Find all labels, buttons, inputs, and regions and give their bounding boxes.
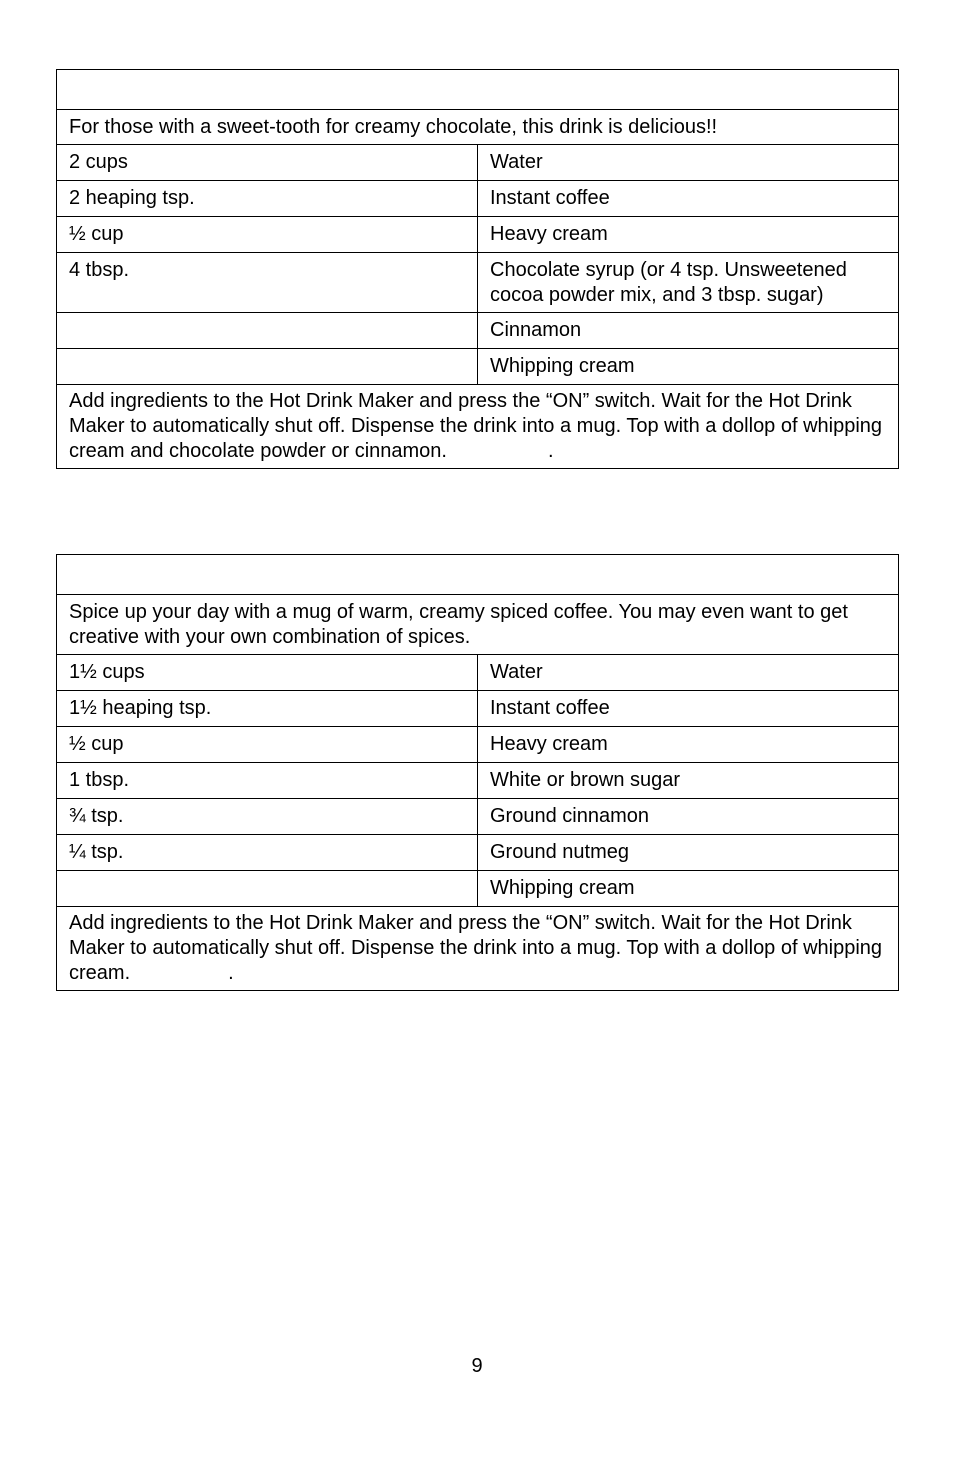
ingredient-row (57, 145, 899, 181)
ingredient-item: Instant coffee (478, 691, 899, 727)
ingredient-amount: ¼ tsp. (57, 835, 478, 871)
ingredient-amount (57, 313, 478, 349)
recipe-intro: Spice up your day with a mug of warm, creamy spiced coffee. You may even want to get creative with your own combination of spices. (57, 595, 899, 655)
recipe-directions-trail: . (228, 962, 234, 984)
recipe-title (57, 555, 899, 595)
recipe-table-chocolate (56, 69, 899, 469)
recipe-intro-row (57, 110, 899, 145)
ingredient-row (57, 253, 899, 313)
ingredient-item: Ground nutmeg (478, 835, 899, 871)
ingredient-item: Whipping cream (478, 871, 899, 907)
recipe-directions-cell (57, 385, 899, 469)
recipe-directions-row (57, 385, 899, 469)
ingredient-amount: 2 heaping tsp. (57, 181, 478, 217)
ingredient-amount: 1½ cups (57, 655, 478, 691)
ingredient-amount: ½ cup (57, 217, 478, 253)
recipe-table-spiced (56, 554, 899, 991)
ingredient-row (57, 727, 899, 763)
ingredient-item: Heavy cream (478, 217, 899, 253)
ingredient-item: Water (478, 145, 899, 181)
ingredient-amount (57, 871, 478, 907)
ingredient-amount: 2 cups (57, 145, 478, 181)
recipe-directions-row (57, 907, 899, 991)
ingredient-item: Whipping cream (478, 349, 899, 385)
ingredient-row (57, 313, 899, 349)
ingredient-amount: 4 tbsp. (57, 253, 478, 313)
ingredient-item: Water (478, 655, 899, 691)
recipe-title-row (57, 555, 899, 595)
ingredient-item: Ground cinnamon (478, 799, 899, 835)
ingredient-item: White or brown sugar (478, 763, 899, 799)
ingredient-row (57, 871, 899, 907)
recipe-title-row (57, 70, 899, 110)
ingredient-row (57, 349, 899, 385)
recipe-intro-row (57, 595, 899, 655)
recipe-directions: Add ingredients to the Hot Drink Maker and press the “ON” switch. Wait for the Hot Drink Maker to automatically shut off. Dispense the drink into a mug. Top with a dollop of whipping cream and chocolate powder or cinnamon. (69, 390, 883, 462)
ingredient-amount: ¾ tsp. (57, 799, 478, 835)
page-number: 9 (471, 1355, 483, 1377)
ingredient-row (57, 655, 899, 691)
recipe-title (57, 70, 899, 110)
ingredient-amount: 1 tbsp. (57, 763, 478, 799)
recipe-intro: For those with a sweet-tooth for creamy chocolate, this drink is delicious!! (57, 110, 899, 145)
recipe-directions: Add ingredients to the Hot Drink Maker and press the “ON” switch. Wait for the Hot Drink Maker to automatically shut off. Dispense the drink into a mug. Top with a dollop of whipping cream. (69, 912, 883, 984)
recipe-directions-trail: . (548, 440, 554, 462)
ingredient-amount (57, 349, 478, 385)
ingredient-row (57, 835, 899, 871)
ingredient-item: Chocolate syrup (or 4 tsp. Unsweetened cocoa powder mix, and 3 tbsp. sugar) (478, 253, 899, 313)
ingredient-item: Cinnamon (478, 313, 899, 349)
ingredient-row (57, 181, 899, 217)
ingredient-amount: 1½ heaping tsp. (57, 691, 478, 727)
ingredient-amount: ½ cup (57, 727, 478, 763)
ingredient-row (57, 799, 899, 835)
ingredient-row (57, 763, 899, 799)
ingredient-item: Heavy cream (478, 727, 899, 763)
recipe-directions-cell (57, 907, 899, 991)
ingredient-row (57, 217, 899, 253)
ingredient-row (57, 691, 899, 727)
ingredient-item: Instant coffee (478, 181, 899, 217)
